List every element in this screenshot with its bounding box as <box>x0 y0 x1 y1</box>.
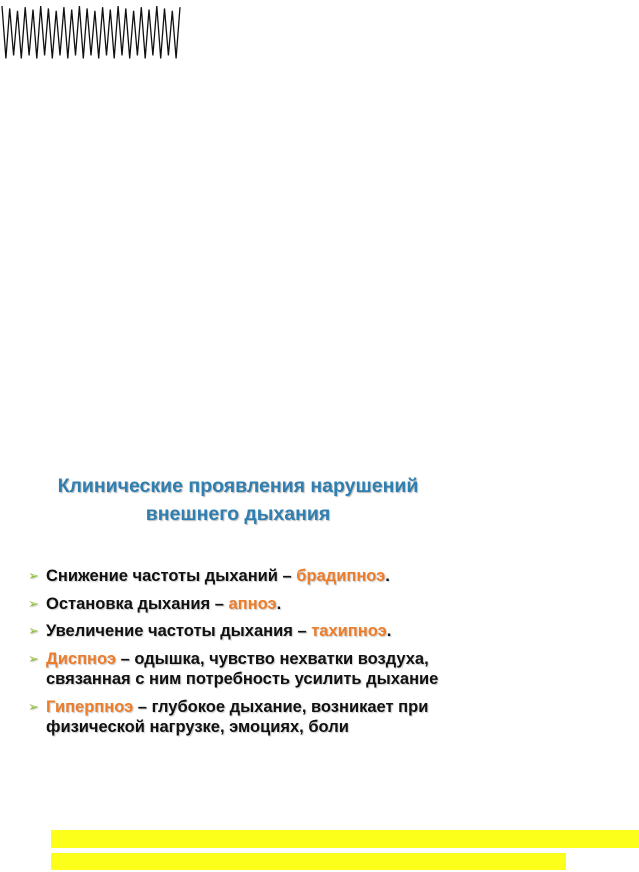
item-text-end: . <box>386 622 392 640</box>
item-text-end: . <box>276 594 282 613</box>
item-text-end: – глубокое дыхание, возникает при физической нагрузке, эмоциях, боли <box>46 697 429 736</box>
arrow-bullet-icon: ➢ <box>28 623 39 638</box>
item-text: Остановка дыхания – <box>46 594 229 613</box>
highlight-bar <box>51 853 566 870</box>
symptom-list <box>28 566 458 745</box>
list-item <box>28 621 458 642</box>
item-term: апноэ <box>228 594 277 613</box>
item-text-end: – одышка, чувство нехватки воздуха, связанная с ним потребность усилить дыхание <box>46 649 439 688</box>
highlight-bar <box>51 830 639 848</box>
arrow-bullet-icon: ➢ <box>28 595 39 611</box>
list-item <box>28 594 458 615</box>
slide-title-line-2: внешнего дыхания <box>145 503 331 525</box>
arrow-bullet-icon: ➢ <box>28 568 39 583</box>
arrow-bullet-icon: ➢ <box>28 650 39 666</box>
slide-title-line-1: Клинические проявления нарушений <box>57 475 419 497</box>
item-text: Увеличение частоты дыхания – <box>46 622 312 640</box>
item-term: Диспноэ <box>46 649 116 668</box>
slide-title <box>22 472 454 528</box>
item-text: Снижение частоты дыханий – <box>46 567 297 585</box>
zigzag-signal-icon <box>0 0 182 66</box>
list-item <box>28 697 458 738</box>
item-term: брадипноэ <box>296 567 386 585</box>
list-item <box>28 566 458 587</box>
item-term: Гиперпноэ <box>46 697 134 716</box>
arrow-bullet-icon: ➢ <box>28 698 39 714</box>
list-item <box>28 649 458 690</box>
item-term: тахипноэ <box>311 622 387 640</box>
item-text-end: . <box>385 567 390 585</box>
